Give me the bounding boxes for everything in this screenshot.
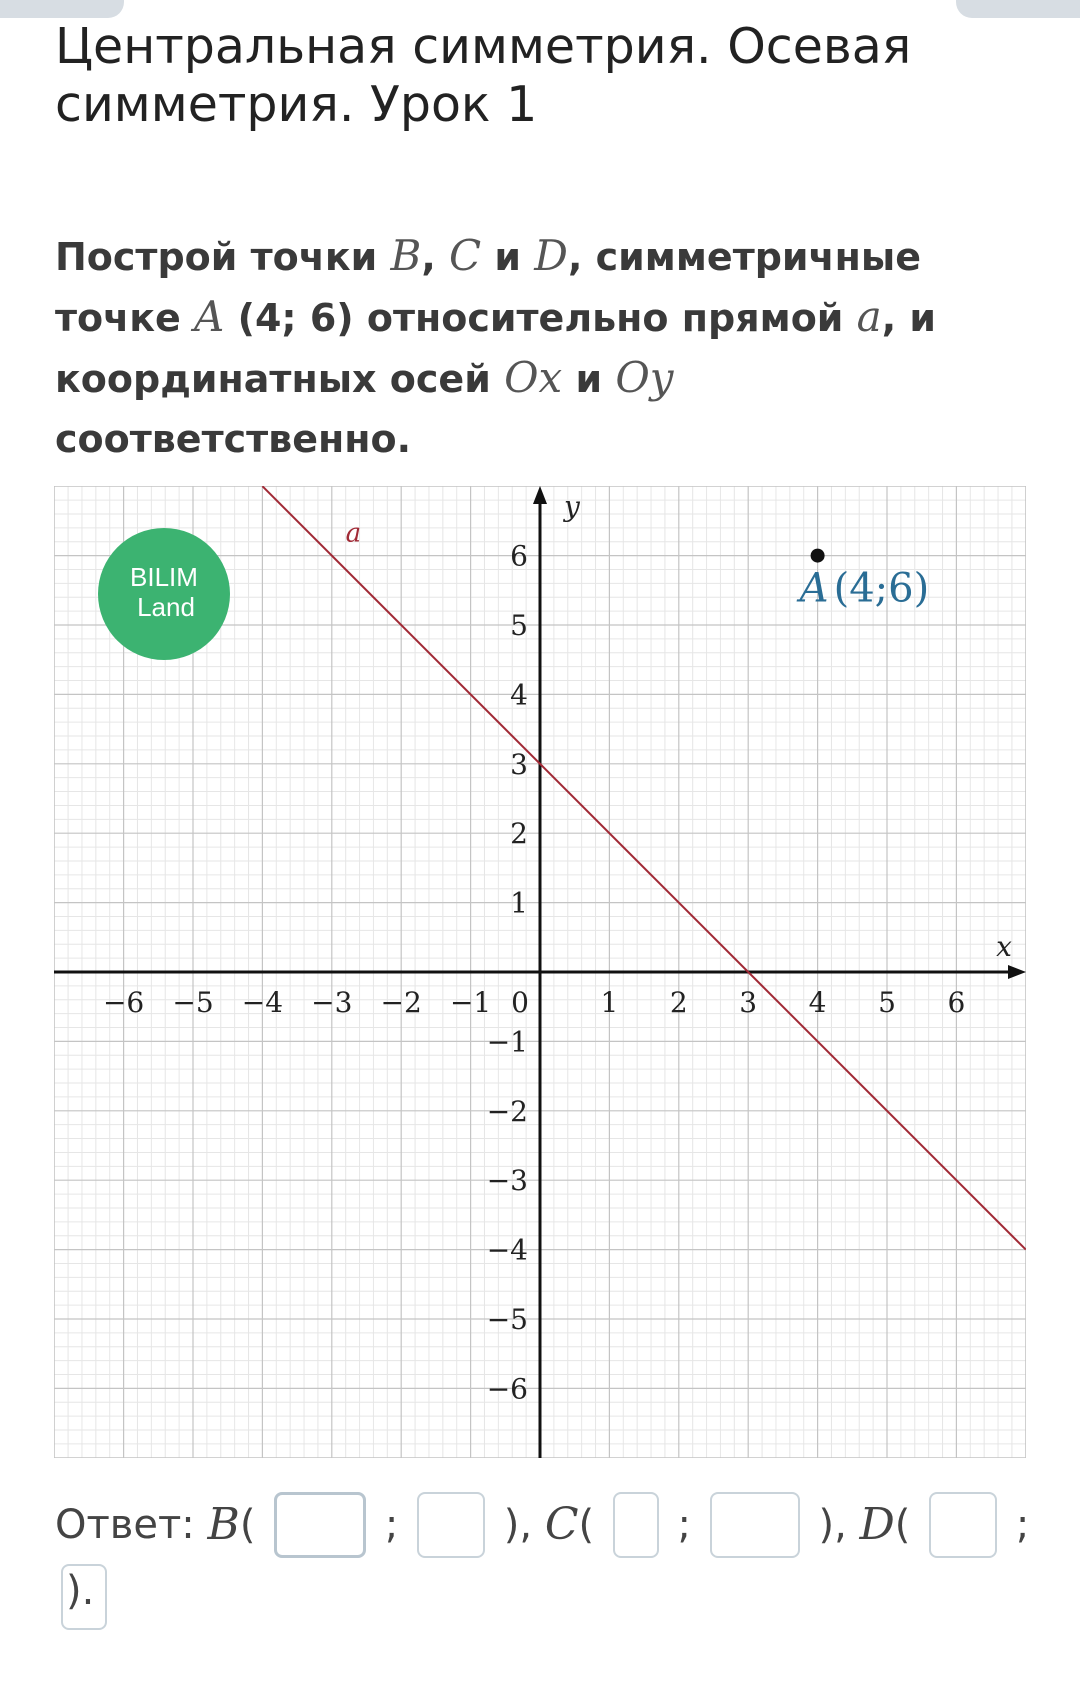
x-tick-label: −3 [311, 986, 353, 1019]
c-y-input[interactable] [710, 1492, 800, 1558]
line-a-label: a [856, 292, 882, 341]
point-c-label: C [449, 231, 482, 280]
y-tick-label: −1 [486, 1025, 528, 1059]
task-coords: (4; 6) относительно прямой [237, 296, 844, 340]
line-a-name: a [345, 518, 362, 549]
y-axis-label: y [564, 490, 580, 523]
y-tick-label: −5 [486, 1303, 528, 1336]
x-tick-label: −2 [380, 986, 422, 1019]
answer-d-semicolon: ; [1015, 1502, 1030, 1548]
c-x-input[interactable] [613, 1492, 659, 1558]
x-tick-label: 4 [808, 986, 827, 1019]
b-y-input[interactable] [417, 1492, 485, 1558]
answer-b-semicolon: ; [384, 1502, 399, 1548]
y-tick-label: 1 [510, 886, 528, 920]
point-d-label: D [534, 231, 568, 280]
point-a-name: A [799, 565, 829, 612]
top-tab-right [956, 0, 1080, 18]
page-title: Центральная симметрия. Осевая симметрия. Урок 1 [55, 18, 912, 133]
x-tick-label: 5 [878, 986, 896, 1019]
top-tab-left [0, 0, 124, 18]
watermark-text-line1: BILIM [130, 562, 198, 592]
watermark-text-line2: Land [137, 592, 195, 622]
task-part2: , симметричные точке [55, 235, 922, 340]
origin-label: 0 [511, 986, 529, 1019]
task-and1: и [494, 235, 522, 279]
answer-b-label: B [207, 1499, 240, 1550]
answer-end: ). [66, 1568, 95, 1614]
answer-c-semicolon: ; [677, 1502, 692, 1548]
x-tick-label: −4 [241, 986, 284, 1019]
answer-label: Ответ: [55, 1502, 195, 1548]
answer-d-label: D [859, 1499, 895, 1550]
y-tick-label: 5 [510, 609, 528, 642]
y-tick-label: 6 [510, 539, 528, 573]
answer-row [55, 1488, 1045, 1630]
y-tick-label: 3 [510, 747, 528, 781]
task-and2: и [575, 357, 603, 401]
task-part4: соответственно. [55, 417, 412, 461]
answer-b-close: ), [503, 1502, 533, 1548]
x-tick-label: 1 [600, 986, 619, 1019]
point-a-label: A [194, 292, 225, 341]
d-x-input[interactable] [929, 1492, 997, 1558]
point-b-label: B [390, 231, 422, 280]
x-tick-label: −1 [449, 986, 492, 1019]
axis-oy-label: Oy [615, 353, 674, 402]
answer-c-label: C [544, 1499, 579, 1550]
y-tick-label: −4 [486, 1233, 528, 1267]
x-tick-label: −6 [102, 986, 145, 1019]
b-x-input[interactable] [274, 1492, 366, 1558]
x-tick-label: 3 [739, 986, 758, 1019]
bilimland-watermark [98, 528, 230, 660]
point-a-coords: (4;6) [833, 565, 930, 612]
y-tick-label: 4 [510, 678, 528, 712]
task-part3: , и координатных осей [55, 296, 936, 401]
answer-b-open: ( [239, 1502, 256, 1548]
task-comma1: , [421, 235, 436, 279]
task-text [55, 226, 1015, 469]
answer-c-close: ), [818, 1502, 847, 1548]
answer-d-open: ( [894, 1502, 911, 1548]
axis-ox-label: Ox [504, 353, 563, 402]
x-tick-label: 6 [947, 986, 966, 1019]
answer-c-open: ( [578, 1502, 595, 1548]
x-tick-label: 2 [669, 986, 688, 1019]
point-a[interactable] [811, 549, 825, 563]
y-tick-label: −6 [486, 1372, 528, 1406]
y-tick-label: −2 [486, 1094, 528, 1128]
task-part1: Построй точки [55, 235, 378, 279]
y-tick-label: 2 [510, 817, 528, 851]
x-tick-label: −5 [172, 986, 214, 1019]
coordinate-plane [54, 486, 1026, 1458]
y-tick-label: −3 [486, 1164, 528, 1198]
x-axis-label: x [996, 930, 1012, 963]
